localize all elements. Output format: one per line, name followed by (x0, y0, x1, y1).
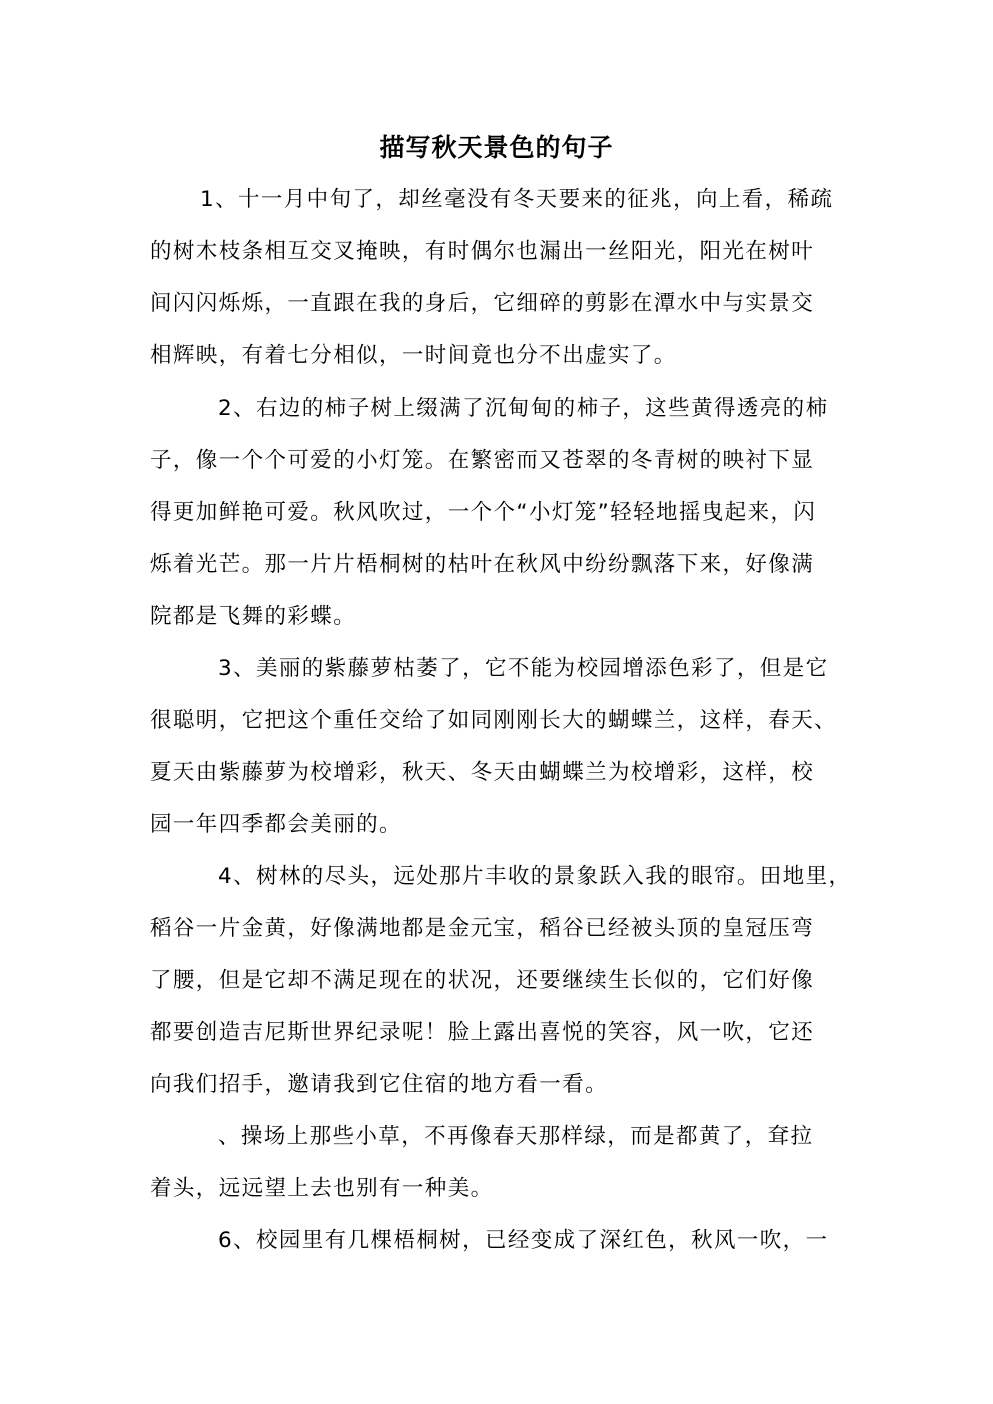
paragraph-line: 都要创造吉尼斯世界纪录呢！脸上露出喜悦的笑容，风一吹，它还 (150, 1020, 815, 1045)
paragraph-line: 烁着光芒。那一片片梧桐树的枯叶在秋风中纷纷飘落下来，好像满 (150, 552, 815, 577)
paragraph-line: 相辉映，有着七分相似，一时间竟也分不出虚实了。 (150, 343, 677, 368)
paragraph-line: 向我们招手，邀请我到它住宿的地方看一看。 (150, 1072, 609, 1097)
document-title: 描写秋天景色的句子 (379, 133, 614, 162)
paragraph-line: 了腰，但是它却不满足现在的状况，还要继续生长似的，它们好像 (150, 968, 815, 993)
paragraph-line: 夏天由紫藤萝为校增彩，秋天、冬天由蝴蝶兰为校增彩，这样，校 (150, 760, 815, 785)
paragraph-line: 6、校园里有几棵梧桐树，已经变成了深红色，秋风一吹，一 (218, 1228, 829, 1253)
paragraph-line: 的树木枝条相互交叉掩映，有时偶尔也漏出一丝阳光，阳光在树叶 (150, 239, 815, 264)
paragraph-line: 子，像一个个可爱的小灯笼。在繁密而又苍翠的冬青树的映衬下显 (150, 448, 815, 473)
paragraph-line: 得更加鲜艳可爱。秋风吹过，一个个“小灯笼”轻轻地摇曳起来，闪 (150, 500, 817, 525)
paragraph-line: 间闪闪烁烁，一直跟在我的身后，它细碎的剪影在潭水中与实景交 (150, 291, 815, 316)
paragraph-line: 院都是飞舞的彩蝶。 (150, 604, 357, 629)
paragraph-line: 2、右边的柿子树上缀满了沉甸甸的柿子，这些黄得透亮的柿 (218, 396, 829, 421)
paragraph-line: 着头，远远望上去也别有一种美。 (150, 1176, 494, 1201)
paragraph-line: 1、十一月中旬了，却丝毫没有冬天要来的征兆，向上看，稀疏 (200, 187, 834, 212)
paragraph-line: 园一年四季都会美丽的。 (150, 812, 402, 837)
paragraph-line: 很聪明，它把这个重任交给了如同刚刚长大的蝴蝶兰，这样，春天、 (150, 708, 838, 733)
paragraph-line: 3、美丽的紫藤萝枯萎了，它不能为校园增添色彩了，但是它 (218, 656, 829, 681)
paragraph-line: 4、树林的尽头，远处那片丰收的景象跃入我的眼帘。田地里， (218, 864, 852, 889)
paragraph-line: 、操场上那些小草，不再像春天那样绿，而是都黄了，耷拉 (218, 1124, 814, 1149)
paragraph-line: 稻谷一片金黄，好像满地都是金元宝，稻谷已经被头顶的皇冠压弯 (150, 916, 815, 941)
